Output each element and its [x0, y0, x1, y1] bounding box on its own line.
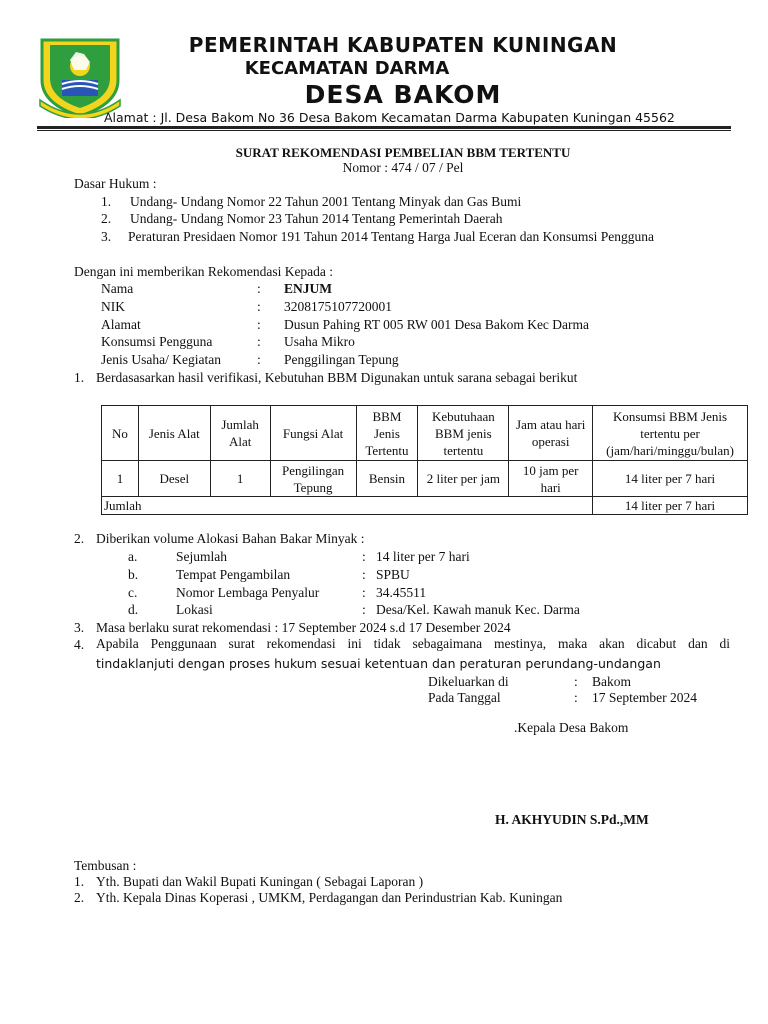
- legal-basis-item: Undang- Undang Nomor 23 Tahun 2014 Tentang Pemerintah Daerah: [130, 211, 503, 226]
- field-colon: :: [362, 602, 366, 617]
- cc-number: 2.: [74, 890, 85, 905]
- legal-basis-item: Peraturan Presidaen Nomor 191 Tahun 2014 Tentang Harga Jual Eceran dan Konsumsi Pengguna: [128, 229, 654, 244]
- table-total-value: 14 liter per 7 hari: [593, 497, 748, 515]
- table-header-cell: Jam atau hari operasi: [509, 406, 593, 461]
- field-label-name: Nama: [101, 281, 134, 296]
- point3-text: Masa berlaku surat rekomendasi : 17 September 2024 s.d 17 Desember 2024: [96, 620, 511, 635]
- table-header-row: [102, 406, 748, 461]
- table-cell: Bensin: [356, 461, 418, 497]
- field-label-nik: NIK: [101, 299, 125, 314]
- allocation-letter: b.: [128, 567, 139, 582]
- allocation-letter: d.: [128, 602, 139, 617]
- table-total-row: [102, 497, 748, 515]
- signatory-name: H. AKHYUDIN S.Pd.,MM: [495, 812, 649, 827]
- table-header-cell: Jenis Alat: [138, 406, 210, 461]
- table-header-cell: BBM Jenis Tertentu: [356, 406, 418, 461]
- allocation-letter: c.: [128, 585, 138, 600]
- table-total-label: Jumlah: [102, 497, 593, 515]
- intro-text: Dengan ini memberikan Rekomendasi Kepada :: [74, 264, 334, 279]
- point4-line2: tindaklanjuti dengan proses hukum sesuai ketentuan dan peraturan perundang-undangan: [96, 656, 661, 671]
- allocation-value: SPBU: [376, 567, 410, 582]
- point-number: 2.: [74, 531, 85, 546]
- table-cell: 1: [210, 461, 270, 497]
- field-label-business: Jenis Usaha/ Kegiatan: [101, 352, 221, 367]
- field-value-nik: 3208175107720001: [284, 299, 392, 314]
- table-cell: 1: [102, 461, 139, 497]
- allocation-value: 14 liter per 7 hari: [376, 549, 470, 564]
- point4-line1: Apabila Penggunaan surat rekomendasi ini tidak sebagaimana mestinya, maka akan dicabut dan di: [96, 636, 730, 651]
- field-label-address: Alamat: [101, 317, 141, 332]
- cc-item: Yth. Kepala Dinas Koperasi , UMKM, Perdagangan dan Perindustrian Kab. Kuningan: [96, 890, 563, 905]
- legal-basis-item: Undang- Undang Nomor 22 Tahun 2001 Tentang Minyak dan Gas Bumi: [130, 194, 522, 209]
- point-number: 3.: [74, 620, 85, 635]
- issued-place-value: Bakom: [592, 674, 631, 689]
- allocation-label: Nomor Lembaga Penyalur: [176, 585, 320, 600]
- equipment-table: [101, 405, 748, 515]
- signatory-title: .Kepala Desa Bakom: [514, 720, 629, 735]
- field-colon: :: [574, 674, 578, 689]
- field-colon: :: [257, 352, 261, 367]
- point2-text: Diberikan volume Alokasi Bahan Bakar Minyak :: [96, 531, 365, 546]
- letterhead-line3: DESA BAKOM: [304, 80, 502, 109]
- letter-number: Nomor : 474 / 07 / Pel: [342, 160, 464, 175]
- field-value-business: Penggilingan Tepung: [284, 352, 399, 367]
- table-cell: 14 liter per 7 hari: [593, 461, 748, 497]
- field-value-consumer: Usaha Mikro: [284, 334, 355, 349]
- issued-date-label: Pada Tanggal: [428, 690, 501, 705]
- table-cell: 10 jam per hari: [509, 461, 593, 497]
- table-cell: Desel: [138, 461, 210, 497]
- table-header-cell: Konsumsi BBM Jenis tertentu per (jam/hari/minggu/bulan): [593, 406, 748, 461]
- allocation-value: Desa/Kel. Kawah manuk Kec. Darma: [376, 602, 580, 617]
- cc-item: Yth. Bupati dan Wakil Bupati Kuningan ( Sebagai Laporan ): [96, 874, 424, 889]
- letterhead-address: Alamat : Jl. Desa Bakom No 36 Desa Bakom Kecamatan Darma Kabupaten Kuningan 45562: [104, 110, 675, 125]
- field-colon: :: [574, 690, 578, 705]
- point-number: 4.: [74, 637, 85, 652]
- field-label-consumer: Konsumsi Pengguna: [101, 334, 213, 349]
- field-colon: :: [362, 549, 366, 564]
- issued-place-label: Dikeluarkan di: [428, 674, 509, 689]
- legal-basis-heading: Dasar Hukum :: [74, 176, 157, 191]
- field-colon: :: [257, 334, 261, 349]
- table-header-cell: Fungsi Alat: [270, 406, 356, 461]
- table-cell: Pengilingan Tepung: [270, 461, 356, 497]
- legal-basis-number: 1.: [101, 194, 112, 209]
- field-colon: :: [257, 299, 261, 314]
- legal-basis-number: 3.: [101, 229, 112, 244]
- point-number: 1.: [74, 370, 85, 385]
- field-colon: :: [362, 567, 366, 582]
- table-header-cell: Kebutuhaan BBM jenis tertentu: [418, 406, 509, 461]
- letter-title: SURAT REKOMENDASI PEMBELIAN BBM TERTENTU: [235, 145, 571, 160]
- field-colon: :: [257, 317, 261, 332]
- table-header-cell: Jumlah Alat: [210, 406, 270, 461]
- letterhead-rule-thin: [37, 130, 731, 131]
- field-colon: :: [257, 281, 261, 296]
- field-value-address: Dusun Pahing RT 005 RW 001 Desa Bakom Kec Darma: [284, 317, 590, 332]
- allocation-label: Lokasi: [176, 602, 213, 617]
- table-row: [102, 461, 748, 497]
- point1-text: Berdasasarkan hasil verifikasi, Kebutuhan BBM Digunakan untuk sarana sebagai berikut: [96, 370, 578, 385]
- field-value-name: ENJUM: [284, 281, 332, 296]
- letterhead-line1: PEMERINTAH KABUPATEN KUNINGAN: [188, 33, 618, 57]
- legal-basis-number: 2.: [101, 211, 112, 226]
- allocation-label: Sejumlah: [176, 549, 227, 564]
- allocation-letter: a.: [128, 549, 138, 564]
- cc-number: 1.: [74, 874, 85, 889]
- cc-heading: Tembusan :: [74, 858, 137, 873]
- letterhead-line2: KECAMATAN DARMA: [244, 58, 450, 79]
- letterhead-rule-thick: [37, 126, 731, 129]
- table-header-cell: No: [102, 406, 139, 461]
- allocation-label: Tempat Pengambilan: [176, 567, 291, 582]
- field-colon: :: [362, 585, 366, 600]
- table-cell: 2 liter per jam: [418, 461, 509, 497]
- issued-date-value: 17 September 2024: [592, 690, 697, 705]
- allocation-value: 34.45511: [376, 585, 427, 600]
